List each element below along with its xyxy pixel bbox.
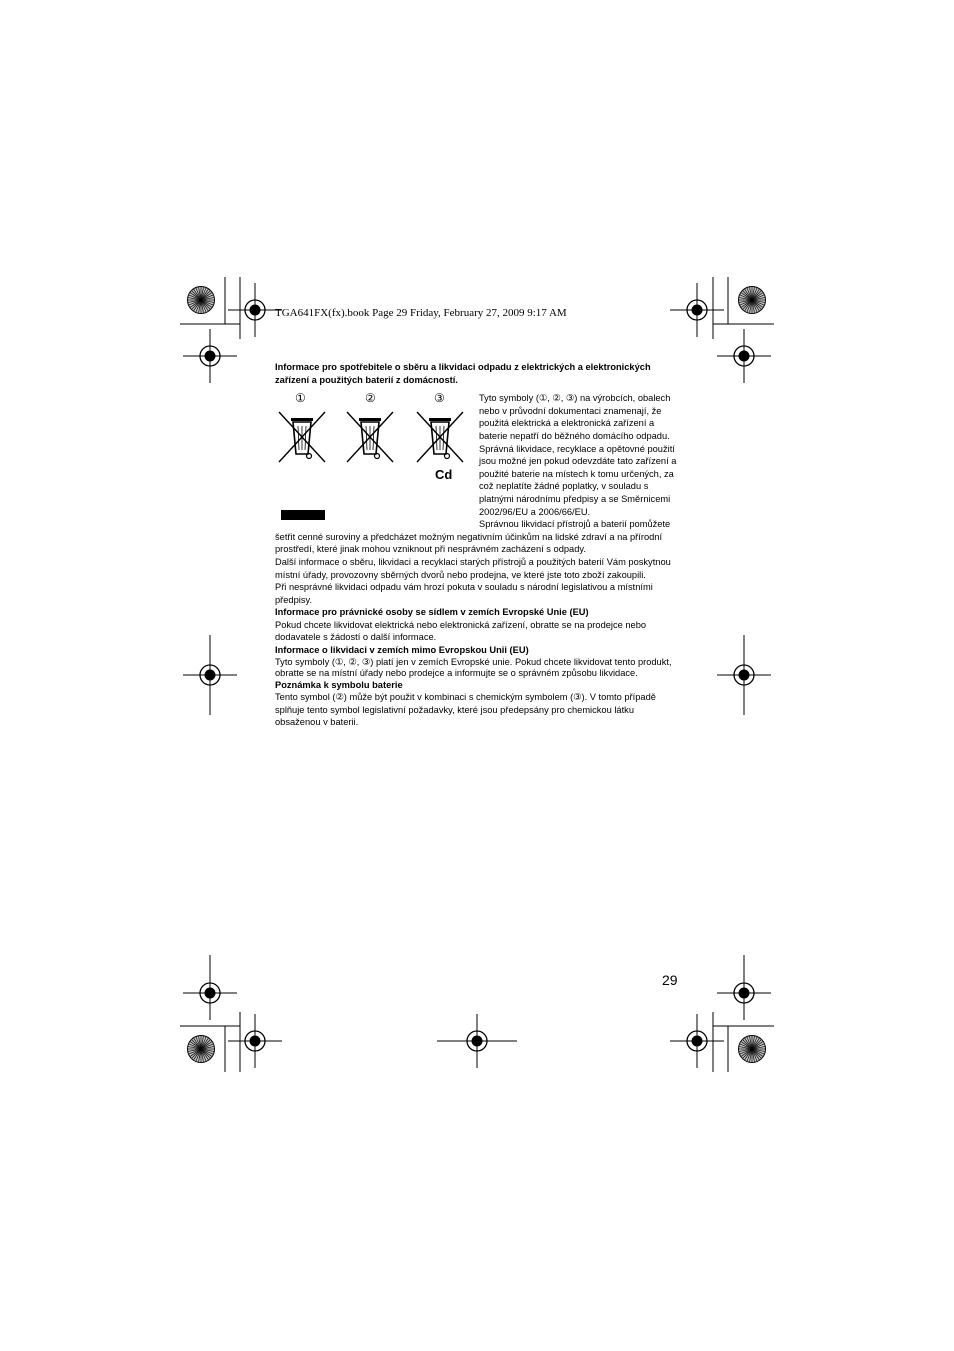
symbol-label-1: ①: [295, 391, 306, 406]
text-battery: Tento symbol (②) může být použit v kombinaci s chemickým symbolem (③). V tomto případě splňuje tento symbol legislativní požadavky, které jsou předepsány pro chemickou látku obsaženou v baterii.: [275, 692, 656, 728]
crossed-bin-cd-icon: [415, 410, 467, 470]
heading-non-eu: Informace o likvidaci v zemích mimo Evropskou Unii (EU): [275, 645, 529, 656]
intro-text-body: Tyto symboly (①, ②, ③) na výrobcích, obalech nebo v průvodní dokumentaci znamenají, že použitá elektrická a elektronická zařízení a baterie nepatří do běžného domácího odpadu.: [479, 393, 671, 441]
symbols-figure: [275, 392, 479, 524]
book-header-line: TGA641FX(fx).book Page 29 Friday, February 27, 2009 9:17 AM: [275, 307, 567, 319]
text-non-eu: Tyto symboly (①, ②, ③) platí jen v zemích Evropské unie. Pokud chcete likvidovat tento produkt, obratte se na místní úřady nebo prodejce a informujte se o správném způsobu likvidace.: [275, 656, 672, 678]
article-title: Informace pro spotřebitele o sběru a likvidaci odpadu z elektrických a elektronických zařízení a použitých baterií z domácností.: [275, 362, 651, 385]
recycling-text: Správná likvidace, recyklace a opětovné použití jsou možné jen pokud odevzdáte tato zařízení a použité baterie na místech k tomu určených, za což neplatíte žádné poplatky, v souladu s platnými národnímu předpisy a se Směrnicemi 2002/96/EU a 2006/66/EU.: [479, 443, 677, 517]
cd-chemical-symbol: Cd: [435, 467, 453, 483]
crossed-bin-icon-with-bar: [277, 410, 329, 522]
paragraph-2: Správnou likvidací přístrojů a baterií pomůžete šetřit cenné suroviny a předcházet možným negativním účinkům na lidské zdraví a na přírodní prostředí, které jinak mohou vzniknout při nesprávném zacházení s odpady.: [275, 519, 671, 555]
heading-eu: Informace pro právnické osoby se sídlem v zemích Evropské Unie (EU): [275, 607, 589, 618]
crossed-bin-icon: [345, 410, 397, 470]
article: [275, 361, 677, 729]
symbol-label-3: ③: [434, 391, 445, 406]
paragraph-4: Při nesprávné likvidaci odpadu vám hrozí pokuta v souladu s národní legislativou a místními předpisy.: [275, 582, 653, 605]
symbol-label-2: ②: [365, 391, 376, 406]
page-number: 29: [662, 972, 678, 988]
symbols-block: [275, 392, 677, 518]
heading-battery: Poznámka k symbolu baterie: [275, 679, 403, 690]
text-eu: Pokud chcete likvidovat elektrická nebo elektronická zařízení, obratte se na prodejce nebo dodavatele s žádostí o další informace.: [275, 619, 647, 643]
paragraph-3: Další informace o sběru, likvidaci a recyklaci starých přístrojů a použitých baterií Vám poskytnou místní úřady, provozovny sběrných dvorů nebo prodejna, ve které jste toto zboží zakoupili.: [275, 556, 671, 580]
